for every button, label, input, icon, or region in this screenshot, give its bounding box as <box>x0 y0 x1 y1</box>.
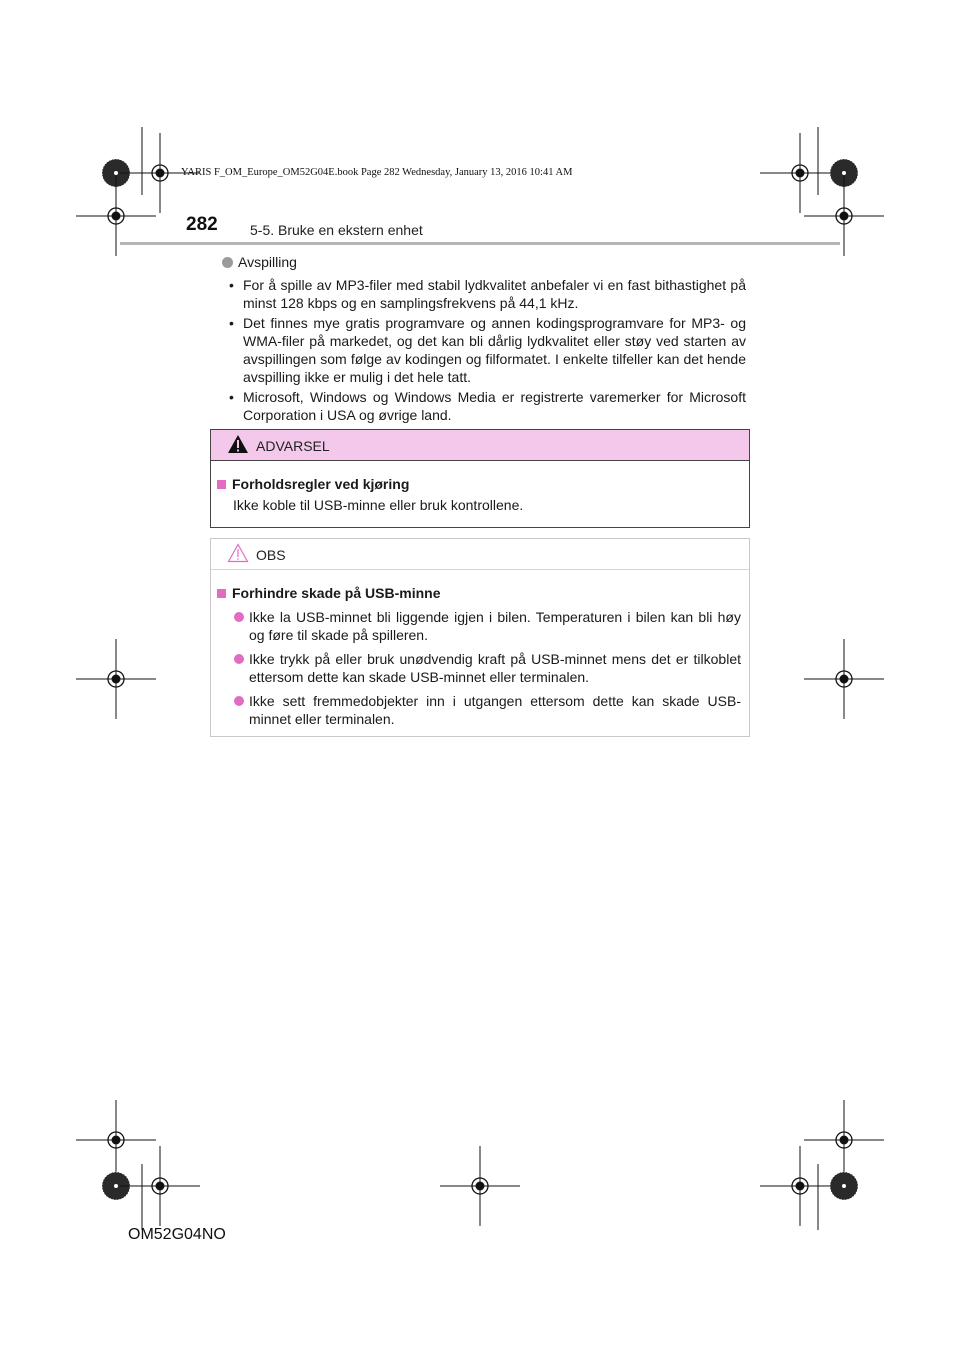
warning-triangle-icon <box>227 434 249 454</box>
playback-heading: Avspilling <box>222 253 746 271</box>
square-bullet-icon <box>217 480 226 489</box>
square-bullet-icon <box>217 589 226 598</box>
list-item: • Det finnes mye gratis programvare og annen kodingsprogramvare for MP3- og WMA-filer på markedet, og det kan bli dårlig lydkvalitet eller støy ved starten av avspillingen som følge av kodingen og filformatet. I enkelte tilfeller kan det hende avspilling ikke er mulig i det hele tatt. <box>222 314 746 386</box>
pink-bullet-icon <box>234 696 244 706</box>
warning-label: ADVARSEL <box>256 438 330 454</box>
list-item: Ikke sett fremmedobjekter inn i utgangen ettersom dette kan skade USB-minnet eller terminalen. <box>217 692 741 728</box>
list-item: • Microsoft, Windows og Windows Media er registrerte varemerker for Microsoft Corporation i USA og øvrige land. <box>222 388 746 424</box>
header-rule <box>120 242 840 245</box>
registration-mark-icon <box>804 639 884 719</box>
registration-mark-icon <box>760 1146 840 1226</box>
notice-title: Forhindre skade på USB-minne <box>217 584 741 602</box>
notice-box-header <box>211 539 749 570</box>
playback-list <box>222 276 746 424</box>
registration-mark-icon <box>440 1146 520 1226</box>
section-title: 5-5. Bruke en ekstern enhet <box>250 222 423 238</box>
pink-bullet-icon <box>234 612 244 622</box>
list-item: • For å spille av MP3-filer med stabil lydkvalitet anbefaler vi en fast bithastighet på minst 128 kbps og en samplingsfrekvens på 44,1 kHz. <box>222 276 746 312</box>
playback-section <box>222 253 746 426</box>
star-target-icon <box>830 1172 858 1200</box>
print-info: YARIS F_OM_Europe_OM52G04E.book Page 282 Wednesday, January 13, 2016 10:41 AM <box>181 167 573 178</box>
registration-mark-icon <box>76 1100 156 1180</box>
warning-box-header <box>211 430 749 461</box>
pink-bullet-icon <box>234 654 244 664</box>
registration-mark-icon <box>120 1146 200 1226</box>
grey-bullet-icon <box>222 257 233 268</box>
caution-triangle-icon <box>227 543 249 563</box>
warning-box <box>210 429 750 528</box>
list-item: Ikke la USB-minnet bli liggende igjen i bilen. Temperaturen i bilen kan bli høy og føre til skade på spilleren. <box>217 608 741 644</box>
list-item: Ikke trykk på eller bruk unødvendig kraft på USB-minnet mens det er tilkoblet ettersom dette kan skade USB-minnet eller terminalen. <box>217 650 741 686</box>
warning-text: Ikke koble til USB-minne eller bruk kontrollene. <box>233 497 524 513</box>
registration-mark-icon <box>76 639 156 719</box>
registration-mark-icon <box>760 133 840 213</box>
page-number: 282 <box>186 214 218 235</box>
notice-box <box>210 538 750 737</box>
warning-title: Forholdsregler ved kjøring <box>217 475 741 493</box>
document-code: OM52G04NO <box>128 1226 226 1243</box>
notice-label: OBS <box>256 547 286 563</box>
registration-mark-icon <box>804 1100 884 1180</box>
